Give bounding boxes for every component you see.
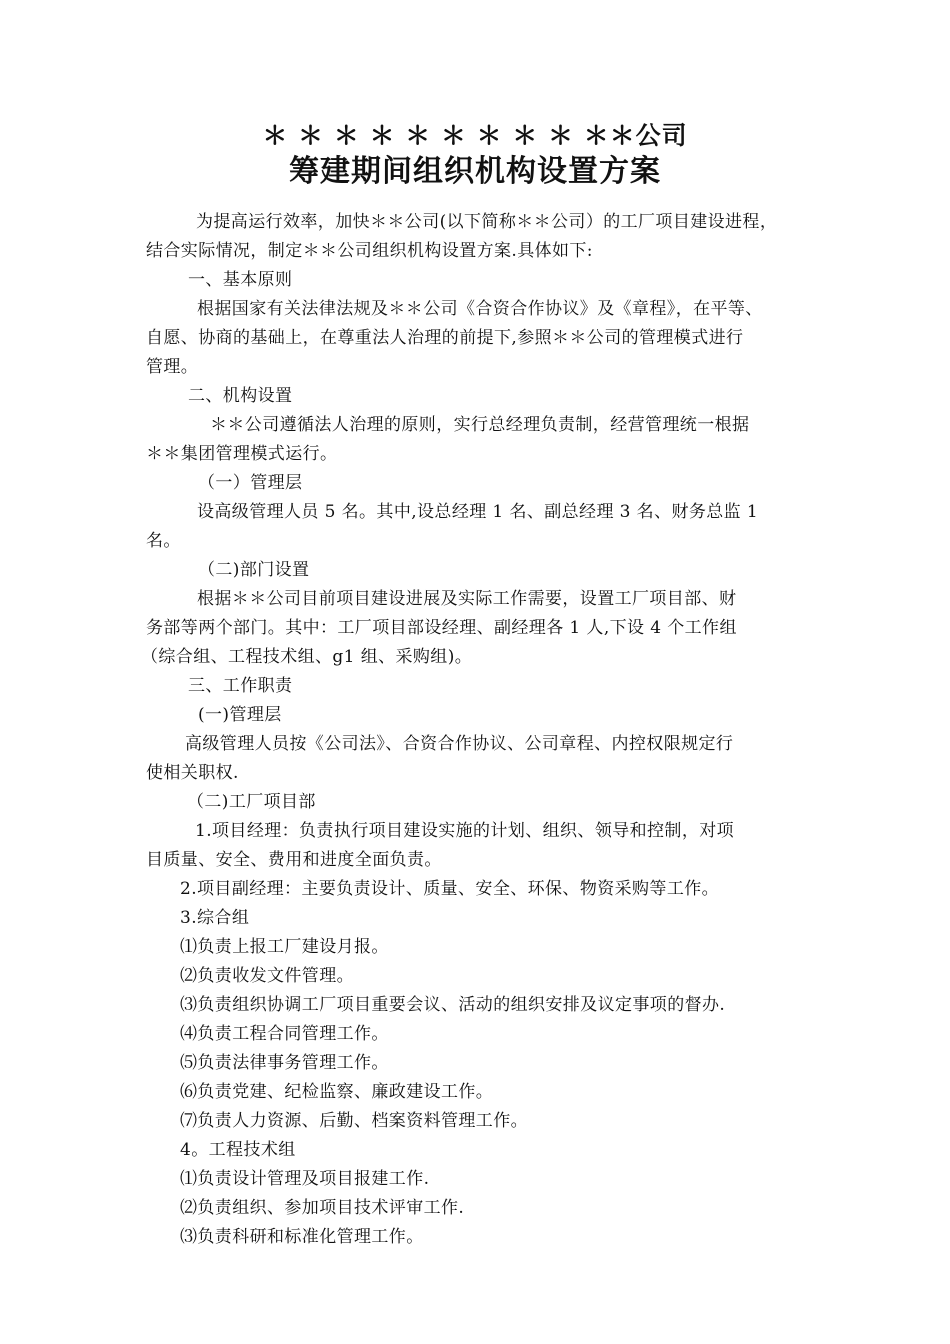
list-item: ⑴负责上报工厂建设月报。 bbox=[180, 937, 389, 957]
list-item: ⑺负责人力资源、后勤、档案资料管理工作。 bbox=[180, 1111, 528, 1131]
paragraph-line: 务部等两个部门。其中：工厂项目部设经理、副经理各 1 人,下设 4 个工作组 bbox=[146, 618, 737, 638]
section-heading: 一、基本原则 bbox=[188, 270, 293, 290]
paragraph-line: 使相关职权. bbox=[146, 763, 239, 783]
subsection-heading: （二)工厂项目部 bbox=[187, 792, 316, 812]
paragraph-line: ＊＊集团管理模式运行。 bbox=[146, 444, 338, 464]
section-heading: 三、工作职责 bbox=[188, 676, 293, 696]
list-item: ⑵负责组织、参加项目技术评审工作. bbox=[180, 1198, 465, 1218]
group-heading: 3.综合组 bbox=[180, 908, 250, 928]
list-item: ⑶负责科研和标准化管理工作。 bbox=[180, 1227, 424, 1247]
section-heading: 二、机构设置 bbox=[188, 386, 293, 406]
paragraph-line: 名。 bbox=[146, 531, 181, 551]
paragraph-line: 结合实际情况，制定＊＊公司组织机构设置方案.具体如下: bbox=[146, 241, 593, 261]
paragraph-line: 设高级管理人员 5 名。其中,设总经理 1 名、副总经理 3 名、财务总监 1 bbox=[197, 502, 759, 522]
company-title: ＊ ＊ ＊ ＊ ＊ ＊ ＊ ＊ ＊ ＊＊公司 bbox=[262, 121, 688, 150]
subsection-heading: (一)管理层 bbox=[198, 705, 282, 725]
list-item: ⑶负责组织协调工厂项目重要会议、活动的组织安排及议定事项的督办. bbox=[180, 995, 726, 1015]
title-block bbox=[0, 120, 950, 192]
group-heading: 4。工程技术组 bbox=[180, 1140, 296, 1160]
paragraph-line: 管理。 bbox=[146, 357, 199, 377]
list-item: 1.项目经理：负责执行项目建设实施的计划、组织、领导和控制，对项 bbox=[195, 821, 735, 841]
list-item: ⑴负责设计管理及项目报建工作. bbox=[180, 1169, 430, 1189]
list-item: ⑸负责法律事务管理工作。 bbox=[180, 1053, 389, 1073]
list-item: ⑵负责收发文件管理。 bbox=[180, 966, 354, 986]
paragraph-line: 根据＊＊公司目前项目建设进展及实际工作需要，设置工厂项目部、财 bbox=[197, 589, 737, 609]
list-item: ⑹负责党建、纪检监察、廉政建设工作。 bbox=[180, 1082, 494, 1102]
subsection-heading: （二)部门设置 bbox=[198, 560, 310, 580]
document-title: 筹建期间组织机构设置方案 bbox=[289, 154, 661, 189]
list-item: 2.项目副经理：主要负责设计、质量、安全、环保、物资采购等工作。 bbox=[180, 879, 720, 899]
paragraph-line: 目质量、安全、费用和进度全面负责。 bbox=[146, 850, 442, 870]
paragraph-line: 高级管理人员按《公司法》、合资合作协议、公司章程、内控权限规定行 bbox=[185, 734, 734, 754]
list-item: ⑷负责工程合同管理工作。 bbox=[180, 1024, 389, 1044]
paragraph-line: 为提高运行效率，加快＊＊公司(以下简称＊＊公司）的工厂项目建设进程， bbox=[196, 212, 778, 232]
subsection-heading: （一）管理层 bbox=[198, 473, 303, 493]
paragraph-line: 自愿、协商的基础上，在尊重法人治理的前提下,参照＊＊公司的管理模式进行 bbox=[146, 328, 744, 348]
paragraph-line: ＊＊公司遵循法人治理的原则，实行总经理负责制，经营管理统一根据 bbox=[210, 415, 750, 435]
paragraph-line: 根据国家有关法律法规及＊＊公司《合资合作协议》及《章程》，在平等、 bbox=[197, 299, 763, 319]
paragraph-line: （综合组、工程技术组、g1 组、采购组)。 bbox=[141, 647, 473, 667]
